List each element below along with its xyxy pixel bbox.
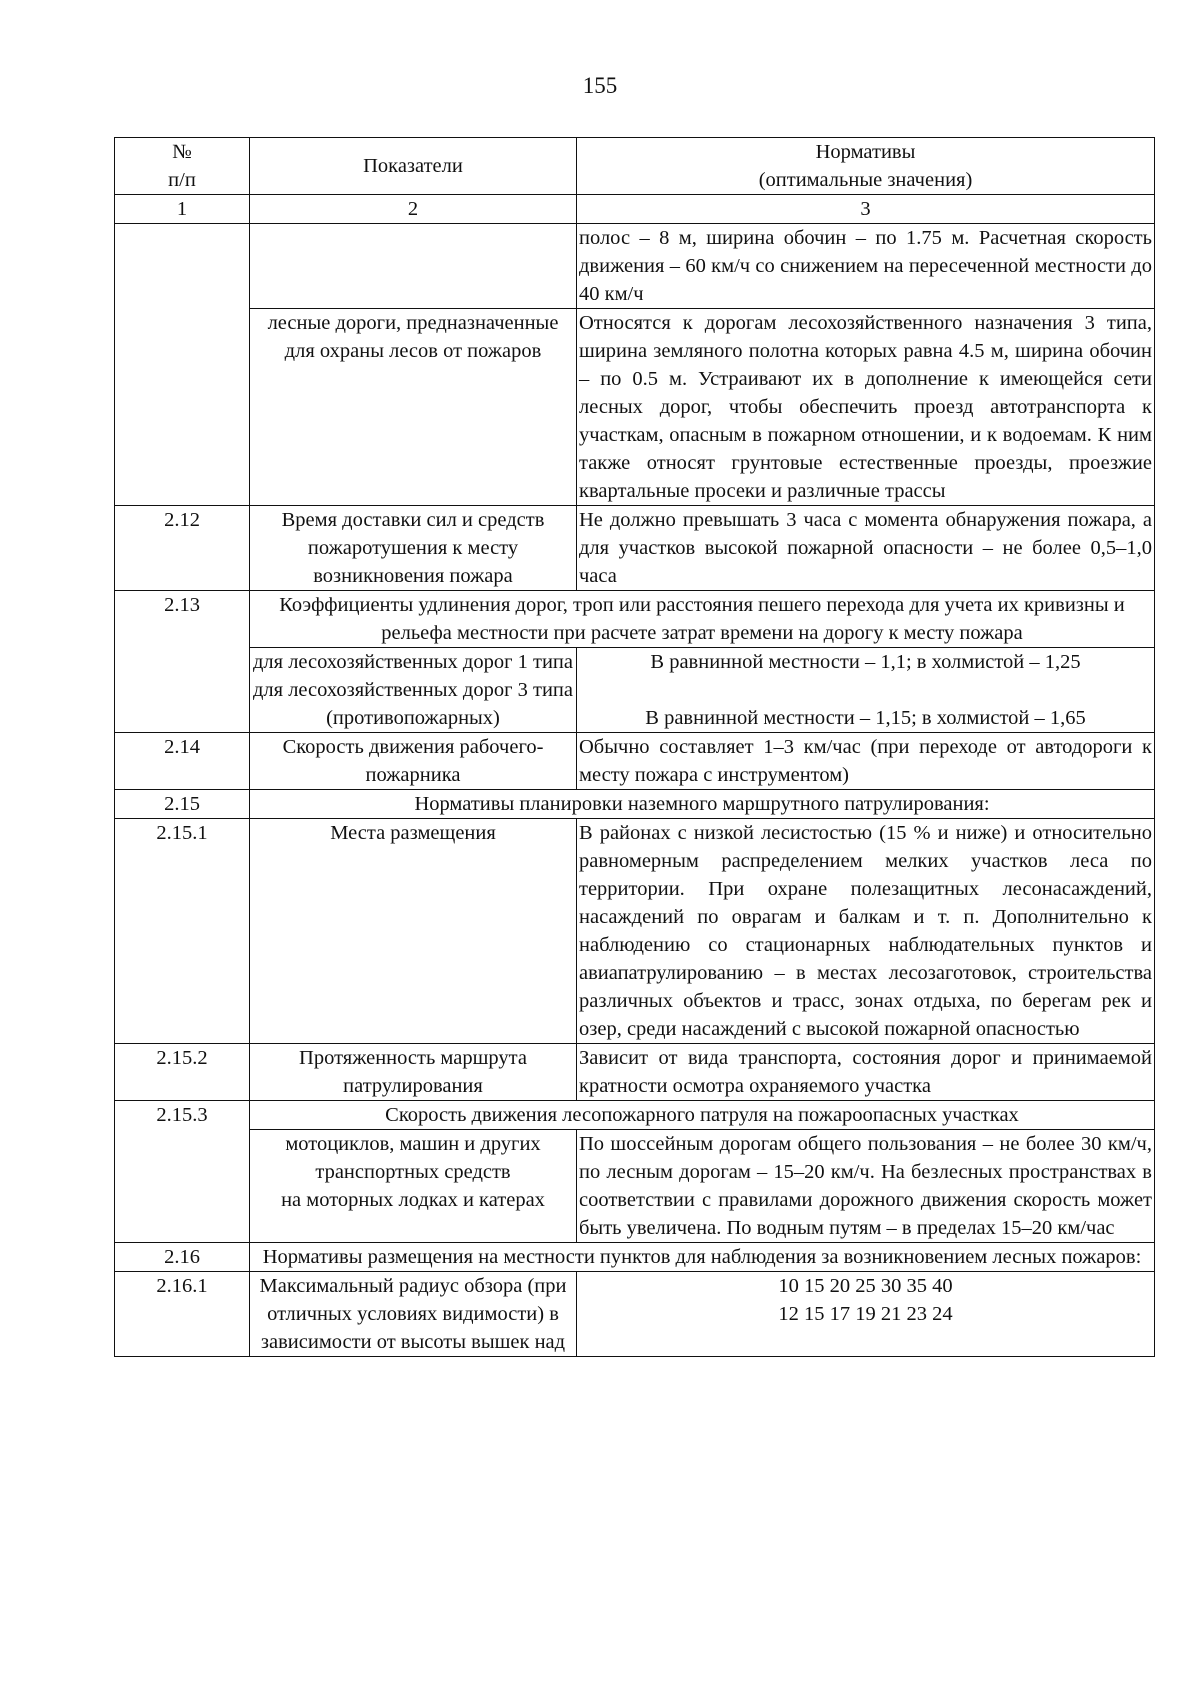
row-norm-cell	[577, 1272, 1155, 1357]
table-row	[115, 733, 1155, 790]
row-section-title-cell: Нормативы планировки наземного маршрутного патрулирования:	[250, 790, 1155, 819]
row-number-cell: 2.15.3	[115, 1101, 250, 1243]
table-row	[115, 1243, 1155, 1272]
table-header-row	[115, 138, 1155, 195]
row-norm-cell: Не должно превышать 3 часа с момента обнаружения пожара, а для участков высокой пожарной опасности – не более 0,5–1,0 часа	[577, 506, 1155, 591]
header-norms-subtitle: (оптимальные значения)	[758, 169, 973, 191]
table-row	[115, 506, 1155, 591]
row-number-cell: 2.15	[115, 790, 250, 819]
row-number-cell: 2.15.2	[115, 1044, 250, 1101]
row-number-cell: 2.14	[115, 733, 250, 790]
row-indicator-cell	[250, 224, 577, 309]
table-column-numbers-row	[115, 195, 1155, 224]
row-norm-cell: полос – 8 м, ширина обочин – по 1.75 м. Расчетная скорость движения – 60 км/ч со снижением на пересеченной местности до 40 км/ч	[577, 224, 1155, 309]
row-number-cell: 2.16	[115, 1243, 250, 1272]
row-norm-cell: По шоссейным дорогам общего пользования – не более 30 км/ч, по лесным дорогам – 15–20 км/ч. На безлесных пространствах в соответствии с правилами дорожного движения скорость может быть увеличена. По водным путям – в пределах 15–20 км/час	[577, 1130, 1155, 1243]
row-indicator-cell	[250, 1130, 577, 1243]
row-norm-cell: Относятся к дорогам лесохозяйственного назначения 3 типа, ширина земляного полотна которых равна 4.5 м, ширина обочин – по 0.5 м. Устраивают их в дополнение к имеющейся сети лесных дорог, чтобы обеспечить проезд автотранспорта к участкам, опасным в пожарном отношении, и к водоемам. К ним также относят грунтовые естественные проезды, проезжие квартальные просеки и различные трассы	[577, 309, 1155, 506]
table-row	[115, 1101, 1155, 1130]
indicator-land-transport: мотоциклов, машин и других транспортных средств	[285, 1133, 541, 1183]
row-number-cell: 2.12	[115, 506, 250, 591]
row-number-cell	[115, 224, 250, 506]
header-norms-title: Нормативы	[815, 141, 916, 163]
row-norm-cell: Обычно составляет 1–3 км/час (при переходе от автодороги к месту пожара с инструментом)	[577, 733, 1155, 790]
table-row	[115, 1272, 1155, 1357]
norms-table	[114, 137, 1155, 1357]
table-row	[115, 819, 1155, 1044]
header-number-symbol: №	[172, 141, 192, 163]
table-row	[115, 1044, 1155, 1101]
column-number-3: 3	[577, 195, 1155, 224]
row-section-title-cell: Нормативы размещения на местности пунктов для наблюдения за возникновением лесных пожаров:	[250, 1243, 1155, 1272]
table-row	[115, 648, 1155, 733]
table-row	[115, 790, 1155, 819]
indicator-road-type-3: для лесохозяйственных дорог 3 типа (противопожарных)	[252, 679, 573, 729]
row-indicator-cell: Протяженность маршрута патрулирования	[250, 1044, 577, 1101]
row-number-cell: 2.13	[115, 591, 250, 733]
row-indicator-cell: Время доставки сил и средств пожаротушения к месту возникновения пожара	[250, 506, 577, 591]
header-norms-cell	[577, 138, 1155, 195]
norm-view-radii: 12 15 17 19 21 23 24	[778, 1303, 953, 1325]
row-indicator-cell: Скорость движения рабочего-пожарника	[250, 733, 577, 790]
column-number-2: 2	[250, 195, 577, 224]
row-indicator-cell: Места размещения	[250, 819, 577, 1044]
indicator-water-transport: на моторных лодках и катерах	[281, 1189, 545, 1211]
page-number: 155	[582, 73, 618, 98]
header-number-label: п/п	[168, 169, 196, 191]
row-norm-cell: Зависит от вида транспорта, состояния дорог и принимаемой кратности осмотра охраняемого участка	[577, 1044, 1155, 1101]
norm-tower-heights: 10 15 20 25 30 35 40	[778, 1275, 953, 1297]
row-norm-cell: В районах с низкой лесистостью (15 % и ниже) и относительно равномерным распределением мелких участков леса по территории. При охране полезащитных лесонасаждений, насаждений по оврагам и балкам и т. п. Дополнительно к наблюдению со стационарных наблюдательных пунктов и авиапатрулированию – в местах лесозаготовок, строительства различных объектов и трасс, зонах отдыха, по берегам рек и озер, среди насаждений с высокой пожарной опасностью	[577, 819, 1155, 1044]
indicator-road-type-1: для лесохозяйственных дорог 1 типа	[252, 651, 573, 673]
row-number-cell: 2.16.1	[115, 1272, 250, 1357]
header-indicators-cell: Показатели	[250, 138, 577, 195]
row-indicator-cell: лесные дороги, предназначенные для охраны лесов от пожаров	[250, 309, 577, 506]
row-section-title-cell: Скорость движения лесопожарного патруля на пожароопасных участках	[250, 1101, 1155, 1130]
norm-road-type-1: В равнинной местности – 1,1; в холмистой – 1,25	[650, 651, 1081, 673]
row-indicator-cell: Максимальный радиус обзора (при отличных условиях видимости) в зависимости от высоты вышек над	[250, 1272, 577, 1357]
table-row	[115, 309, 1155, 506]
header-number-cell	[115, 138, 250, 195]
table-row	[115, 1130, 1155, 1243]
table-row	[115, 591, 1155, 648]
norm-road-type-3: В равнинной местности – 1,15; в холмистой – 1,65	[645, 707, 1086, 729]
table-row	[115, 224, 1155, 309]
row-norm-cell	[577, 648, 1155, 733]
row-indicator-cell	[250, 648, 577, 733]
row-number-cell: 2.15.1	[115, 819, 250, 1044]
row-section-title-cell: Коэффициенты удлинения дорог, троп или расстояния пешего перехода для учета их кривизны и рельефа местности при расчете затрат времени на дорогу к месту пожара	[250, 591, 1155, 648]
column-number-1: 1	[115, 195, 250, 224]
